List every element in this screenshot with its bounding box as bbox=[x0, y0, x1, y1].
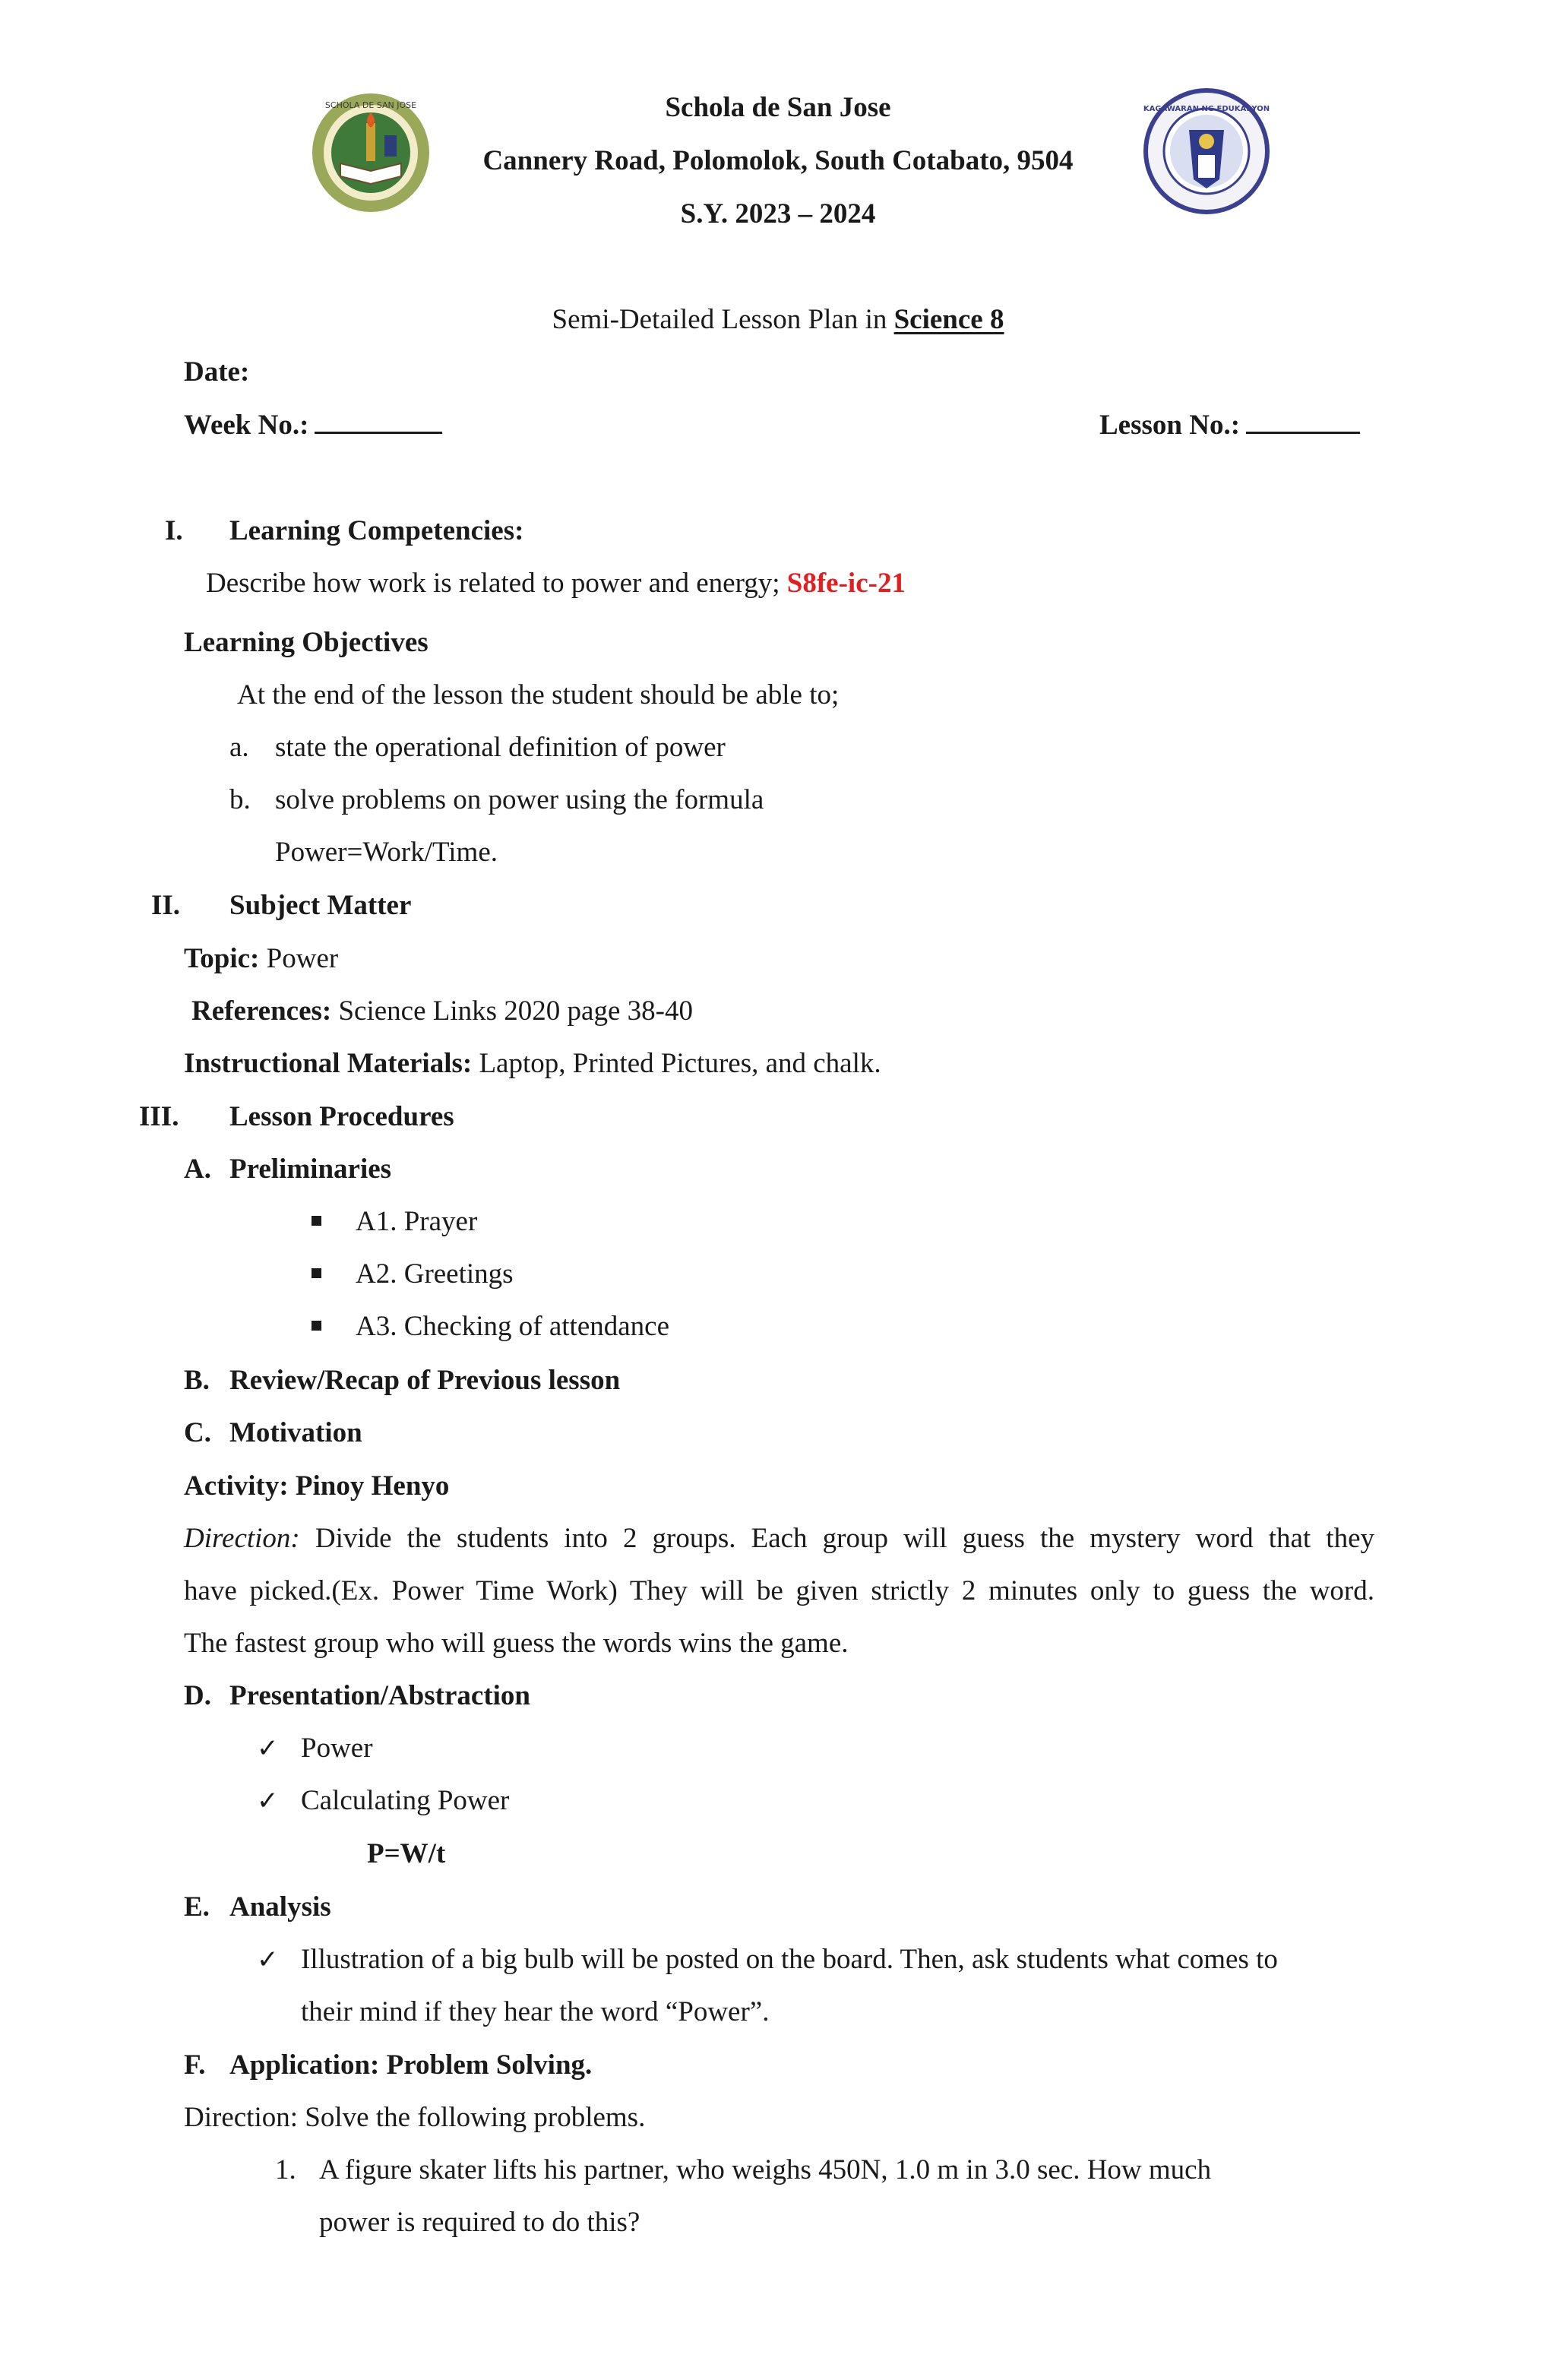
bullet-square-icon bbox=[312, 1216, 321, 1226]
week-blank bbox=[315, 409, 442, 434]
checkmark-icon: ✓ bbox=[257, 1945, 279, 1975]
subsection-c-marker: C. bbox=[184, 1417, 211, 1448]
competency-code: S8fe-ic-21 bbox=[786, 568, 906, 599]
power-formula: P=W/t bbox=[367, 1838, 446, 1869]
materials-label: Instructional Materials: bbox=[184, 1048, 473, 1079]
bullet-square-icon bbox=[312, 1321, 321, 1331]
direction-text-1: Divide the students into 2 groups. Each group will guess the mystery word that they bbox=[299, 1523, 1374, 1554]
subsection-e-marker: E. bbox=[184, 1891, 210, 1923]
subsection-d-marker: D. bbox=[184, 1680, 211, 1711]
competency-line bbox=[206, 567, 906, 600]
section-2-numeral: II. bbox=[151, 890, 181, 921]
analysis-line-1: Illustration of a big bulb will be posted on the board. Then, ask students what comes to bbox=[301, 1944, 1278, 1975]
school-name: Schola de San Jose bbox=[665, 92, 891, 123]
objective-a-marker: a. bbox=[229, 732, 249, 763]
direction-label: Direction: bbox=[184, 1523, 300, 1554]
week-label: Week No.: bbox=[184, 410, 309, 441]
objective-b-marker: b. bbox=[229, 784, 251, 815]
preliminary-item-2: A2. Greetings bbox=[356, 1258, 514, 1290]
competency-text: Describe how work is related to power and energy; bbox=[206, 568, 787, 599]
subsection-f-heading: Application: Problem Solving. bbox=[229, 2049, 593, 2081]
problem-1-line-2: power is required to do this? bbox=[319, 2207, 640, 2238]
application-direction: Direction: Solve the following problems. bbox=[184, 2102, 646, 2133]
preliminary-item-3: A3. Checking of attendance bbox=[356, 1311, 670, 1342]
subsection-e-heading: Analysis bbox=[229, 1891, 331, 1923]
lesson-label: Lesson No.: bbox=[1099, 410, 1241, 441]
subject-name: Science 8 bbox=[893, 304, 1004, 335]
topic-label: Topic: bbox=[184, 943, 260, 974]
subsection-a-marker: A. bbox=[184, 1154, 211, 1185]
date-label: Date: bbox=[184, 356, 250, 388]
references-line bbox=[191, 995, 693, 1028]
subsection-b-marker: B. bbox=[184, 1365, 210, 1396]
subsection-d-heading: Presentation/Abstraction bbox=[229, 1680, 530, 1711]
week-field bbox=[184, 409, 442, 442]
problem-1-line-1: A figure skater lifts his partner, who weighs 450N, 1.0 m in 3.0 sec. How much bbox=[319, 2154, 1212, 2185]
subsection-c-heading: Motivation bbox=[229, 1417, 362, 1448]
materials-line bbox=[184, 1047, 881, 1081]
svg-text:KAGAWARAN NG EDUKASYON: KAGAWARAN NG EDUKASYON bbox=[1143, 105, 1270, 113]
objectives-intro: At the end of the lesson the student should be able to; bbox=[237, 679, 840, 711]
topic-line bbox=[184, 942, 338, 976]
direction-line-1 bbox=[184, 1522, 1374, 1556]
objectives-heading: Learning Objectives bbox=[184, 627, 429, 658]
section-3-heading: Lesson Procedures bbox=[229, 1101, 454, 1132]
preliminary-item-1: A1. Prayer bbox=[356, 1206, 478, 1237]
direction-line-3: The fastest group who will guess the words wins the game. bbox=[184, 1628, 849, 1659]
checkmark-icon: ✓ bbox=[257, 1786, 279, 1816]
svg-text:SCHOLA DE SAN JOSE: SCHOLA DE SAN JOSE bbox=[324, 100, 417, 110]
objective-b-text-2: Power=Work/Time. bbox=[275, 837, 498, 868]
subsection-b-heading: Review/Recap of Previous lesson bbox=[229, 1365, 621, 1396]
analysis-line-2: their mind if they hear the word “Power”. bbox=[301, 1996, 770, 2027]
section-1-heading: Learning Competencies: bbox=[229, 515, 524, 546]
checkmark-icon: ✓ bbox=[257, 1733, 279, 1764]
direction-line-2: have picked.(Ex. Power Time Work) They will be given strictly 2 minutes only to guess the word. bbox=[184, 1575, 1374, 1606]
references-label: References: bbox=[191, 995, 332, 1027]
subsection-a-heading: Preliminaries bbox=[229, 1154, 392, 1185]
activity-title: Activity: Pinoy Henyo bbox=[184, 1470, 450, 1502]
objective-a-text: state the operational definition of power bbox=[275, 732, 726, 763]
lesson-field bbox=[1099, 409, 1360, 442]
bullet-square-icon bbox=[312, 1268, 321, 1278]
presentation-item-2: Calculating Power bbox=[301, 1785, 510, 1816]
lesson-blank bbox=[1246, 409, 1360, 434]
problem-1-marker: 1. bbox=[275, 2154, 296, 2185]
section-2-heading: Subject Matter bbox=[229, 890, 412, 921]
school-address: Cannery Road, Polomolok, South Cotabato, 9504 bbox=[482, 145, 1074, 176]
title-prefix: Semi-Detailed Lesson Plan in bbox=[552, 304, 894, 335]
presentation-item-1: Power bbox=[301, 1733, 373, 1764]
references-value: Science Links 2020 page 38-40 bbox=[331, 995, 693, 1027]
section-1-numeral: I. bbox=[165, 515, 183, 546]
objective-b-text: solve problems on power using the formula bbox=[275, 784, 764, 815]
lesson-plan-title bbox=[0, 303, 1556, 337]
topic-value: Power bbox=[259, 943, 339, 974]
section-3-numeral: III. bbox=[139, 1101, 179, 1132]
materials-value: Laptop, Printed Pictures, and chalk. bbox=[472, 1048, 881, 1079]
school-year: S.Y. 2023 – 2024 bbox=[680, 198, 876, 229]
subsection-f-marker: F. bbox=[184, 2049, 206, 2081]
